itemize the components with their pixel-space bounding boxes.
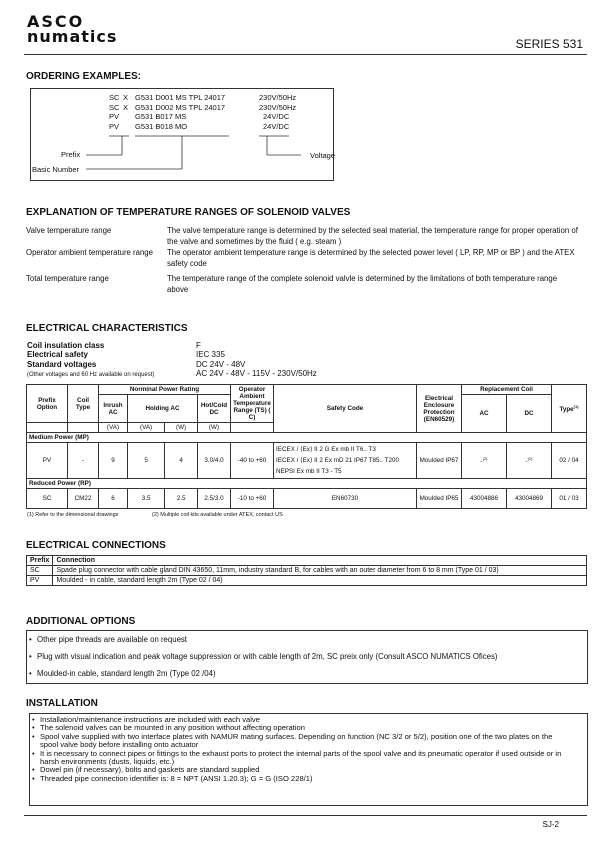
code-number: G531 D002 MS TPL 24017: [135, 102, 226, 112]
spec-label: Standard voltages: [27, 359, 97, 369]
prefix-label: Prefix: [61, 150, 81, 159]
mp-enclosure: Moulded IP67: [417, 443, 462, 479]
ac-voltages: AC 24V - 48V - 115V - 230V/50Hz: [196, 368, 317, 378]
th-inrush: Inrush AC: [99, 395, 128, 423]
th-type-sup: (1): [573, 403, 579, 409]
footnote-2: (2) Multiple coil kits available under ATEX, contact US: [152, 512, 283, 518]
spec-value: IEC 335: [196, 350, 225, 360]
th-prefix: Prefix Option: [27, 385, 68, 423]
electrical-table: [26, 384, 587, 509]
mp-hotcold: 3.0/4.0: [198, 443, 231, 479]
other-voltages-note: (Other voltages and 60 Hz available on request): [27, 371, 155, 378]
footer-rule: [24, 815, 587, 816]
conn-head-connection: Connection: [53, 556, 587, 566]
th-enclosure: Electrical Enclosure Protection (EN60529): [417, 385, 462, 433]
installation-box: [29, 713, 588, 806]
code-voltage: 230V/50Hz: [259, 102, 297, 112]
temp-row: [26, 225, 581, 247]
code-prefix: PV: [109, 112, 120, 121]
code-voltage: 24V/DC: [263, 121, 290, 131]
code-x: X: [123, 102, 129, 112]
rp-holding-w: 2.5: [165, 489, 198, 509]
mp-dc-sup: (2): [527, 455, 533, 461]
conn-prefix: PV: [27, 576, 53, 586]
logo-line1: ASCO: [27, 12, 85, 31]
mp-type: 02 / 04: [552, 443, 587, 479]
spec-value: F: [196, 341, 201, 350]
th-operator: Operator Ambient Temperature Range (TS) ( C): [231, 385, 274, 423]
electrical-title: ELECTRICAL CHARACTERISTICS: [26, 323, 188, 334]
install-item: • Spool valve supplied with two interface plates with NAMUR mating surfaces. Depending on function (NC 3/2 or 5/2), position one of the two plates on the spool valve body before installing onto actuator: [30, 733, 587, 750]
ordering-title: ORDERING EXAMPLES:: [26, 71, 142, 82]
th-coil: Coil Type: [68, 385, 99, 423]
page-number: SJ-2: [542, 820, 559, 829]
code-number: G531 D001 MS TPL 24017: [135, 93, 226, 102]
header-rule: [24, 54, 587, 55]
footnote-1: (1) Refer to the dimensional drawings: [27, 512, 119, 518]
series-title: SERIES 531: [515, 37, 583, 51]
temperature-section: [26, 225, 581, 295]
th-replacement: Replacement Coil: [462, 385, 552, 395]
temp-label: Operator ambient temperature range: [26, 248, 153, 257]
temp-text: The temperature range of the complete solenoid valvle is determined by the limitations of both temperature range above: [167, 274, 558, 294]
mp-ac-value: -: [480, 458, 483, 466]
mp-safety-line1: IECEX / ⟨Ex⟩ II 2 G Ex mb II T6.. T3: [276, 446, 376, 453]
unit-holding-w: (W): [165, 423, 198, 433]
temp-label: Valve temperature range: [26, 226, 112, 235]
code-number: G531 B018 MO: [135, 121, 188, 131]
mp-ac-sup: (2): [482, 455, 488, 461]
th-holding: Holding AC: [128, 395, 198, 423]
install-item: • Dowel pin (if necessary), bolts and gaskets are standard supplied: [30, 766, 587, 774]
code-voltage: 24V/DC: [263, 112, 290, 121]
conn-text: Moulded - in cable, standard length 2m (Type 02 / 04): [53, 576, 587, 586]
code-x: X: [123, 93, 129, 102]
temp-text: The valve temperature range is determined by the selected seal material, the temperature range for proper operation of the valve and sometimes by the fluid ( e.g. steam ): [167, 226, 578, 246]
option-item: • Moulded-in cable, standard length 2m (Type 02 /04): [27, 667, 587, 680]
th-type-label: Type: [559, 406, 574, 414]
unit-holding-va: (VA): [128, 423, 165, 433]
code-prefix: PV: [109, 121, 120, 131]
unit-empty: [231, 423, 274, 433]
mp-inrush: 9: [99, 443, 128, 479]
install-item: • Threaded pipe connection identifier is: 8 = NPT (ANSI 1.20.3); G = G (ISO 228/1): [30, 775, 587, 783]
mp-safety-line2: IECEX / ⟨Ex⟩ II 2 Ex mD 21 IP67 T85.. T200: [276, 457, 399, 464]
th-safety: Safety Code: [274, 385, 417, 433]
th-ac: AC: [462, 395, 507, 433]
electrical-footnotes: [27, 512, 283, 518]
rp-holding-va: 3.5: [128, 489, 165, 509]
rp-inrush: 6: [99, 489, 128, 509]
code-voltage: 230V/50Hz: [259, 93, 297, 102]
install-item: • The solenoid valves can be mounted in any position without affecting operation: [30, 724, 587, 732]
voltage-label: Voltage: [310, 151, 336, 160]
th-type: [552, 385, 587, 433]
connections-table: [26, 555, 587, 586]
ordering-box: [30, 88, 334, 181]
mp-dc-value: -: [525, 458, 528, 466]
unit-empty: [68, 423, 99, 433]
th-dc: DC: [507, 395, 552, 433]
medium-power-label: Medium Power (MP): [27, 433, 587, 443]
install-item: • Installation/maintenance instructions are included with each valve: [30, 716, 587, 724]
rp-coil: CM22: [68, 489, 99, 509]
unit-inrush: (VA): [99, 423, 128, 433]
mp-dc: [507, 443, 552, 479]
spec-label: Electrical safety: [27, 350, 88, 360]
option-item: • Plug with visual indication and peak voltage suppression or with cable length of 2m, SC preix only (Consult ASCO NUMATICS Ofices): [27, 650, 587, 663]
mp-temp: -40 to +60: [231, 443, 274, 479]
mp-prefix: PV: [27, 443, 68, 479]
conn-prefix: SC: [27, 566, 53, 576]
code-prefix: SC: [109, 102, 120, 112]
mp-safety-line3: NEPSI Ex mb II T3 - T5: [276, 468, 342, 475]
rp-temp: -10 to +60: [231, 489, 274, 509]
temp-row: [26, 247, 581, 273]
conn-head-prefix: Prefix: [27, 556, 53, 566]
logo-line2: numatics: [27, 27, 118, 46]
options-title: ADDITIONAL OPTIONS: [26, 616, 136, 627]
code-number: G531 B017 MS: [135, 112, 187, 121]
rp-hotcold: 2.5/3.0: [198, 489, 231, 509]
reduced-power-label: Reduced Power (RP): [27, 479, 587, 489]
th-hotcold: Hot/Cold DC: [198, 395, 231, 423]
temperature-title: EXPLANATION OF TEMPERATURE RANGES OF SOLENOID VALVES: [26, 207, 351, 218]
code-prefix: SC: [109, 93, 120, 102]
rp-safety: EN60730: [274, 489, 417, 509]
unit-hotcold: (W): [198, 423, 231, 433]
option-item: • Other pipe threads are available on request: [27, 633, 587, 646]
mp-holding-w: 4: [165, 443, 198, 479]
asco-numatics-logo: [27, 14, 117, 45]
th-nominal: Norminal Power Rating: [99, 385, 231, 395]
connections-title: ELECTRICAL CONNECTIONS: [26, 540, 166, 551]
rp-ac: 43004886: [462, 489, 507, 509]
options-box: [26, 630, 588, 684]
mp-coil: -: [68, 443, 99, 479]
temp-label: Total temperature range: [26, 274, 109, 283]
mp-holding-va: 5: [128, 443, 165, 479]
rp-prefix: SC: [27, 489, 68, 509]
mp-safety: [274, 443, 417, 479]
spec-label: Coil insulation class: [27, 341, 105, 350]
temp-row: [26, 273, 581, 295]
install-item: • It is necessary to connect pipes or fittings to the exhaust ports to protect the internal parts of the spool valve and its pneumatic operator if used outside or in harsh environments (dusts, liquids, etc.): [30, 750, 587, 767]
unit-empty: [27, 423, 68, 433]
rp-enclosure: Moulded IP65: [417, 489, 462, 509]
rp-dc: 43004869: [507, 489, 552, 509]
conn-text: Spade plug connector with cable gland DIN 43650, 11mm, industry standard B, for cables with an outer diameter from 6 to 8 mm (Type 01 / 03): [53, 566, 587, 576]
electrical-specs: [27, 341, 317, 380]
mp-ac: [462, 443, 507, 479]
rp-type: 01 / 03: [552, 489, 587, 509]
spec-value: DC 24V - 48V: [196, 359, 246, 369]
basic-number-label: Basic Number: [32, 165, 80, 174]
installation-title: INSTALLATION: [26, 698, 98, 709]
temp-text: The operator ambient temperature range is determined by the selected power level ( LP, RP, MP or BP ) and the ATEX safety code: [167, 248, 575, 268]
